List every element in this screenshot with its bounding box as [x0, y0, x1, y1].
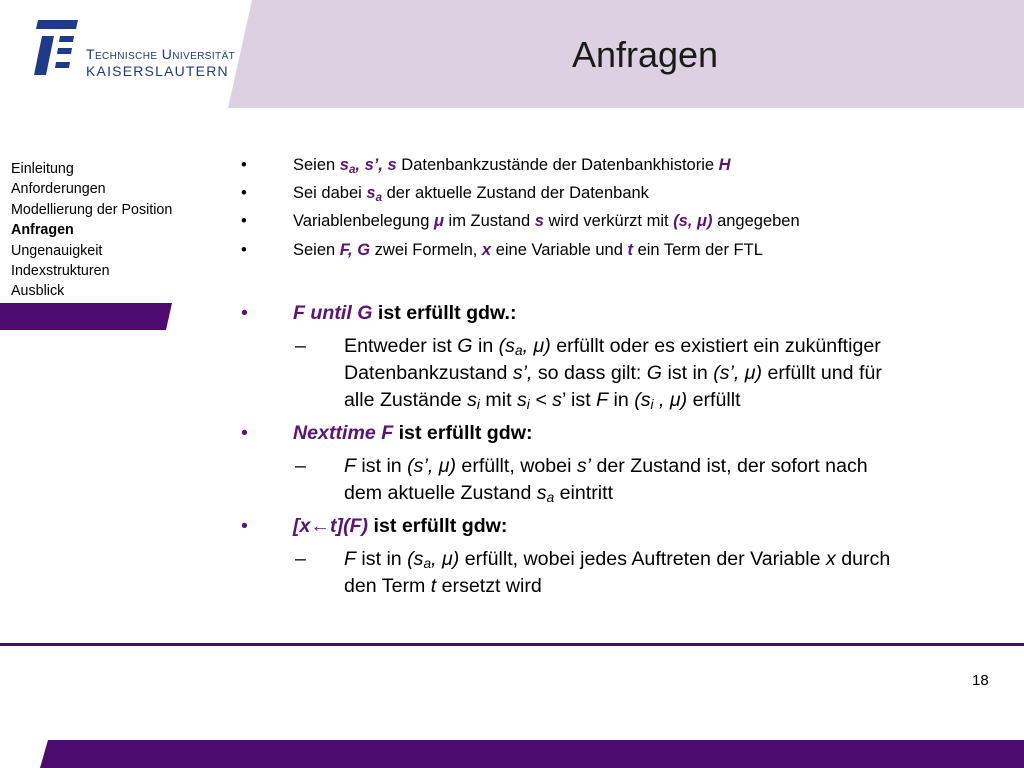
bullet-glyph: •	[241, 184, 247, 202]
until-rest: ist erfüllt gdw.:	[372, 302, 517, 324]
text: s’,	[512, 362, 533, 384]
text: < s	[529, 389, 562, 411]
text: erfüllt oder es existiert ein zukünftiger	[550, 335, 881, 357]
var-t: t	[430, 575, 437, 597]
var-g: G	[646, 362, 663, 384]
var-x: x	[825, 548, 836, 570]
var-s: s	[339, 156, 349, 174]
text: mit	[479, 389, 517, 411]
var-g: G	[457, 335, 473, 357]
nexttime-line-2	[344, 482, 613, 505]
nav-item-ausblick[interactable]: Ausblick	[11, 283, 65, 300]
sub-i: i	[650, 397, 654, 412]
bullet-glyph: •	[241, 302, 248, 324]
var-f: F	[596, 389, 609, 411]
text: erfüllt und für	[762, 362, 882, 384]
text: Seien	[293, 156, 340, 174]
text: wird verkürzt mit	[543, 212, 674, 230]
text: , μ)	[653, 389, 688, 411]
text: ist in	[355, 548, 408, 570]
text: den Term	[344, 575, 431, 597]
text: s’	[576, 455, 592, 477]
footer-divider	[0, 643, 1024, 646]
until-term: F until G	[293, 302, 373, 324]
text: dem aktuelle Zustand	[344, 482, 537, 504]
var-f: F	[344, 548, 356, 570]
sub-i: i	[526, 397, 530, 412]
nav-item-anfragen[interactable]: Anfragen	[11, 222, 74, 239]
text: (s	[634, 389, 651, 411]
bullet-glyph: •	[241, 422, 248, 444]
subst-term: [x←t](F)	[293, 515, 369, 537]
text: (s	[407, 548, 424, 570]
sub-i: i	[476, 397, 480, 412]
text: , μ)	[431, 548, 460, 570]
text: in	[472, 335, 499, 357]
pair: (s, μ)	[673, 212, 713, 230]
subst-line-2	[344, 575, 542, 598]
var-f: F	[344, 455, 356, 477]
nexttime-term: Nexttime F	[293, 422, 394, 444]
text: Variablenbelegung	[293, 212, 434, 230]
text: so dass gilt:	[532, 362, 647, 384]
logo-text-line1: Technische Universität	[86, 46, 236, 62]
bottom-accent-bar	[0, 740, 1024, 768]
sub-a: a	[546, 490, 555, 505]
text: der Zustand ist, der sofort nach	[591, 455, 868, 477]
text: Entweder ist	[344, 335, 458, 357]
text: , μ)	[522, 335, 551, 357]
text: der aktuelle Zustand der Datenbank	[382, 184, 649, 202]
text: alle Zustände	[344, 389, 468, 411]
text: (s	[498, 335, 515, 357]
nav-item-indexstrukturen[interactable]: Indexstrukturen	[11, 263, 110, 280]
var-s: s	[516, 389, 527, 411]
bullet-glyph: •	[241, 515, 248, 537]
text: ist in	[662, 362, 714, 384]
text: Sei dabei	[293, 184, 367, 202]
text: erfüllt	[687, 389, 741, 411]
bullet-glyph: •	[241, 156, 247, 174]
vars: , s’, s	[355, 156, 397, 174]
sub-a: a	[423, 556, 432, 571]
var-fg: F, G	[339, 241, 371, 259]
text: Seien	[293, 241, 340, 259]
text: ist in	[355, 455, 408, 477]
var-s: s	[534, 212, 544, 230]
text: ’ ist	[561, 389, 597, 411]
text: (s’, μ)	[713, 362, 763, 384]
nexttime-rest: ist erfüllt gdw:	[393, 422, 533, 444]
page-number: 18	[972, 672, 989, 689]
text: erfüllt, wobei jedes Auftreten der Variable	[459, 548, 826, 570]
var-h: H	[718, 156, 731, 174]
text: im Zustand	[443, 212, 535, 230]
nav-item-anforderungen[interactable]: Anforderungen	[11, 181, 106, 198]
logo-text-line2: KAISERSLAUTERN	[86, 63, 229, 79]
nav-item-modellierung[interactable]: Modellierung der Position	[11, 201, 173, 218]
dash-glyph: –	[295, 548, 306, 570]
until-line-2	[344, 362, 882, 385]
text: erfüllt, wobei	[455, 455, 577, 477]
sub-a: a	[514, 343, 523, 358]
text: ersetzt wird	[436, 575, 542, 597]
dash-glyph: –	[295, 455, 306, 477]
text: ein Term der FTL	[632, 241, 763, 259]
var-mu: μ	[433, 212, 444, 230]
until-line-3	[344, 389, 741, 412]
text: Datenbankzustände der Datenbankhistorie	[396, 156, 719, 174]
var-s: s	[467, 389, 477, 411]
text: Datenbankzustand	[344, 362, 513, 384]
text: eine Variable und	[491, 241, 628, 259]
text: eintritt	[554, 482, 614, 504]
nav-item-einleitung[interactable]: Einleitung	[11, 161, 74, 177]
subst-rest: ist erfüllt gdw:	[368, 515, 508, 537]
sub-a: a	[375, 192, 382, 204]
text: zwei Formeln,	[370, 241, 482, 259]
var-s: s	[536, 482, 547, 504]
sub-a: a	[348, 164, 356, 176]
text: (s’, μ)	[407, 455, 456, 477]
bullet-glyph: •	[241, 241, 247, 259]
var-t: t	[627, 241, 633, 259]
page-title: Anfragen	[571, 34, 719, 75]
text: in	[608, 389, 635, 411]
var-x: x	[481, 241, 492, 259]
dash-glyph: –	[295, 335, 306, 357]
var-s: s	[366, 184, 376, 202]
nav-item-ungenauigkeit[interactable]: Ungenauigkeit	[11, 242, 103, 259]
text: durch	[835, 548, 891, 570]
bullet-glyph: •	[241, 212, 247, 230]
text: angegeben	[712, 212, 800, 230]
